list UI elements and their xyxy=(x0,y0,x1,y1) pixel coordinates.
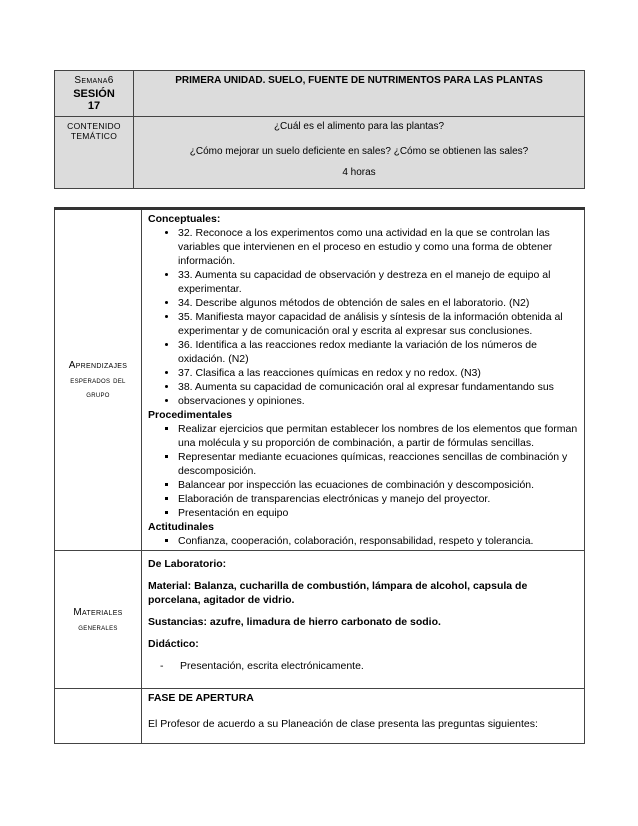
apertura-label-cell xyxy=(55,689,142,744)
list-item: • 38. Aumenta su capacidad de comunicación oral al expresar fundamentando sus xyxy=(178,380,580,394)
contenido-label: CONTENIDO xyxy=(67,121,121,131)
list-item: ▪ Realizar ejercicios que permitan establecer los nombres de los elementos que forman una molécula y su proporción de combinación, a partir de fórmulas sencillas. xyxy=(178,422,580,450)
aprendizajes-content xyxy=(142,209,585,551)
actitudinales-title: Actitudinales xyxy=(148,521,214,533)
tematico-label: TEMÁTICO xyxy=(70,131,118,141)
aprendizajes-label-1: Aprendizajes xyxy=(68,360,128,371)
didactico-title: Didáctico: xyxy=(148,638,199,650)
aprendizajes-label-cell xyxy=(55,209,142,551)
list-item: • 36. Identifica a las reacciones redox mediante la variación de los números de oxidación. (N2) xyxy=(178,338,580,366)
apertura-title: FASE DE APERTURA xyxy=(148,692,254,704)
list-item: ▪ Presentación en equipo xyxy=(178,506,580,520)
materiales-label-cell xyxy=(55,551,142,689)
session-header-table xyxy=(54,70,585,189)
list-item: ▪ Elaboración de transparencias electrónicas y manejo del proyector. xyxy=(178,492,580,506)
procedimentales-list xyxy=(148,422,580,520)
session-plan-table xyxy=(54,207,585,744)
semana-label: Semana6 xyxy=(74,75,114,86)
list-item: ▪ Balancear por inspección las ecuaciones de combinación y descomposición. xyxy=(178,478,580,492)
questions-cell xyxy=(134,117,585,189)
list-item: • 37. Clasifica a las reacciones químicas en redox y no redox. (N3) xyxy=(178,366,580,380)
laboratorio-title: De Laboratorio: xyxy=(148,558,227,570)
unit-title: PRIMERA UNIDAD. SUELO, FUENTE DE NUTRIMENTOS PARA LAS PLANTAS xyxy=(175,75,543,86)
didactico-item xyxy=(148,659,580,673)
material-text: Material: Balanza, cucharilla de combustión, lámpara de alcohol, capsula de porcelana, agitador de vidrio. xyxy=(148,580,528,606)
apertura-content xyxy=(142,689,585,744)
conceptuales-title: Conceptuales: xyxy=(148,213,221,225)
aprendizajes-label-2: esperados del xyxy=(70,375,126,385)
unit-title-cell xyxy=(134,71,585,117)
actitudinales-list xyxy=(148,534,580,548)
list-item: ▪ Confianza, cooperación, colaboración, responsabilidad, respeto y tolerancia. xyxy=(178,534,580,548)
apertura-text: El Profesor de acuerdo a su Planeación de clase presenta las preguntas siguientes: xyxy=(148,718,538,730)
sustancias-text: Sustancias: azufre, limadura de hierro carbonato de sodio. xyxy=(148,616,441,628)
didactico-item-text: Presentación, escrita electrónicamente. xyxy=(180,660,364,672)
question-1: ¿Cuál es el alimento para las plantas? xyxy=(273,121,445,132)
aprendizajes-label-3: grupo xyxy=(86,389,110,399)
list-item: • 35. Manifiesta mayor capacidad de análisis y síntesis de la información obtenida al experimentar y de comunicación oral y escrita al expresar sus conclusiones. xyxy=(178,310,580,338)
materiales-content xyxy=(142,551,585,689)
procedimentales-title: Procedimentales xyxy=(148,409,233,421)
dash-marker: - xyxy=(160,660,164,672)
list-item: • observaciones y opiniones. xyxy=(178,394,580,408)
list-item: • 33. Aumenta su capacidad de observación y destreza en el manejo de equipo al experimentar. xyxy=(178,268,580,296)
duration: 4 horas xyxy=(342,167,376,178)
list-item: • 32. Reconoce a los experimentos como una actividad en la que se controlan las variables que intervienen en el proceso en estudio y como una forma de obtener información. xyxy=(178,226,580,268)
materiales-label-1: Materiales xyxy=(73,606,123,618)
list-item: • 34. Describe algunos métodos de obtención de sales en el laboratorio. (N2) xyxy=(178,296,580,310)
contenido-cell xyxy=(55,117,134,189)
conceptuales-list xyxy=(148,226,580,408)
sesion-label: SESIÓN xyxy=(73,88,115,100)
sesion-number: 17 xyxy=(87,100,101,112)
question-2: ¿Cómo mejorar un suelo deficiente en sales? ¿Cómo se obtienen las sales? xyxy=(189,146,529,157)
list-item: ▪ Representar mediante ecuaciones químicas, reacciones sencillas de combinación y descomposición. xyxy=(178,450,580,478)
session-cell xyxy=(55,71,134,117)
materiales-label-2: generales xyxy=(78,621,118,632)
